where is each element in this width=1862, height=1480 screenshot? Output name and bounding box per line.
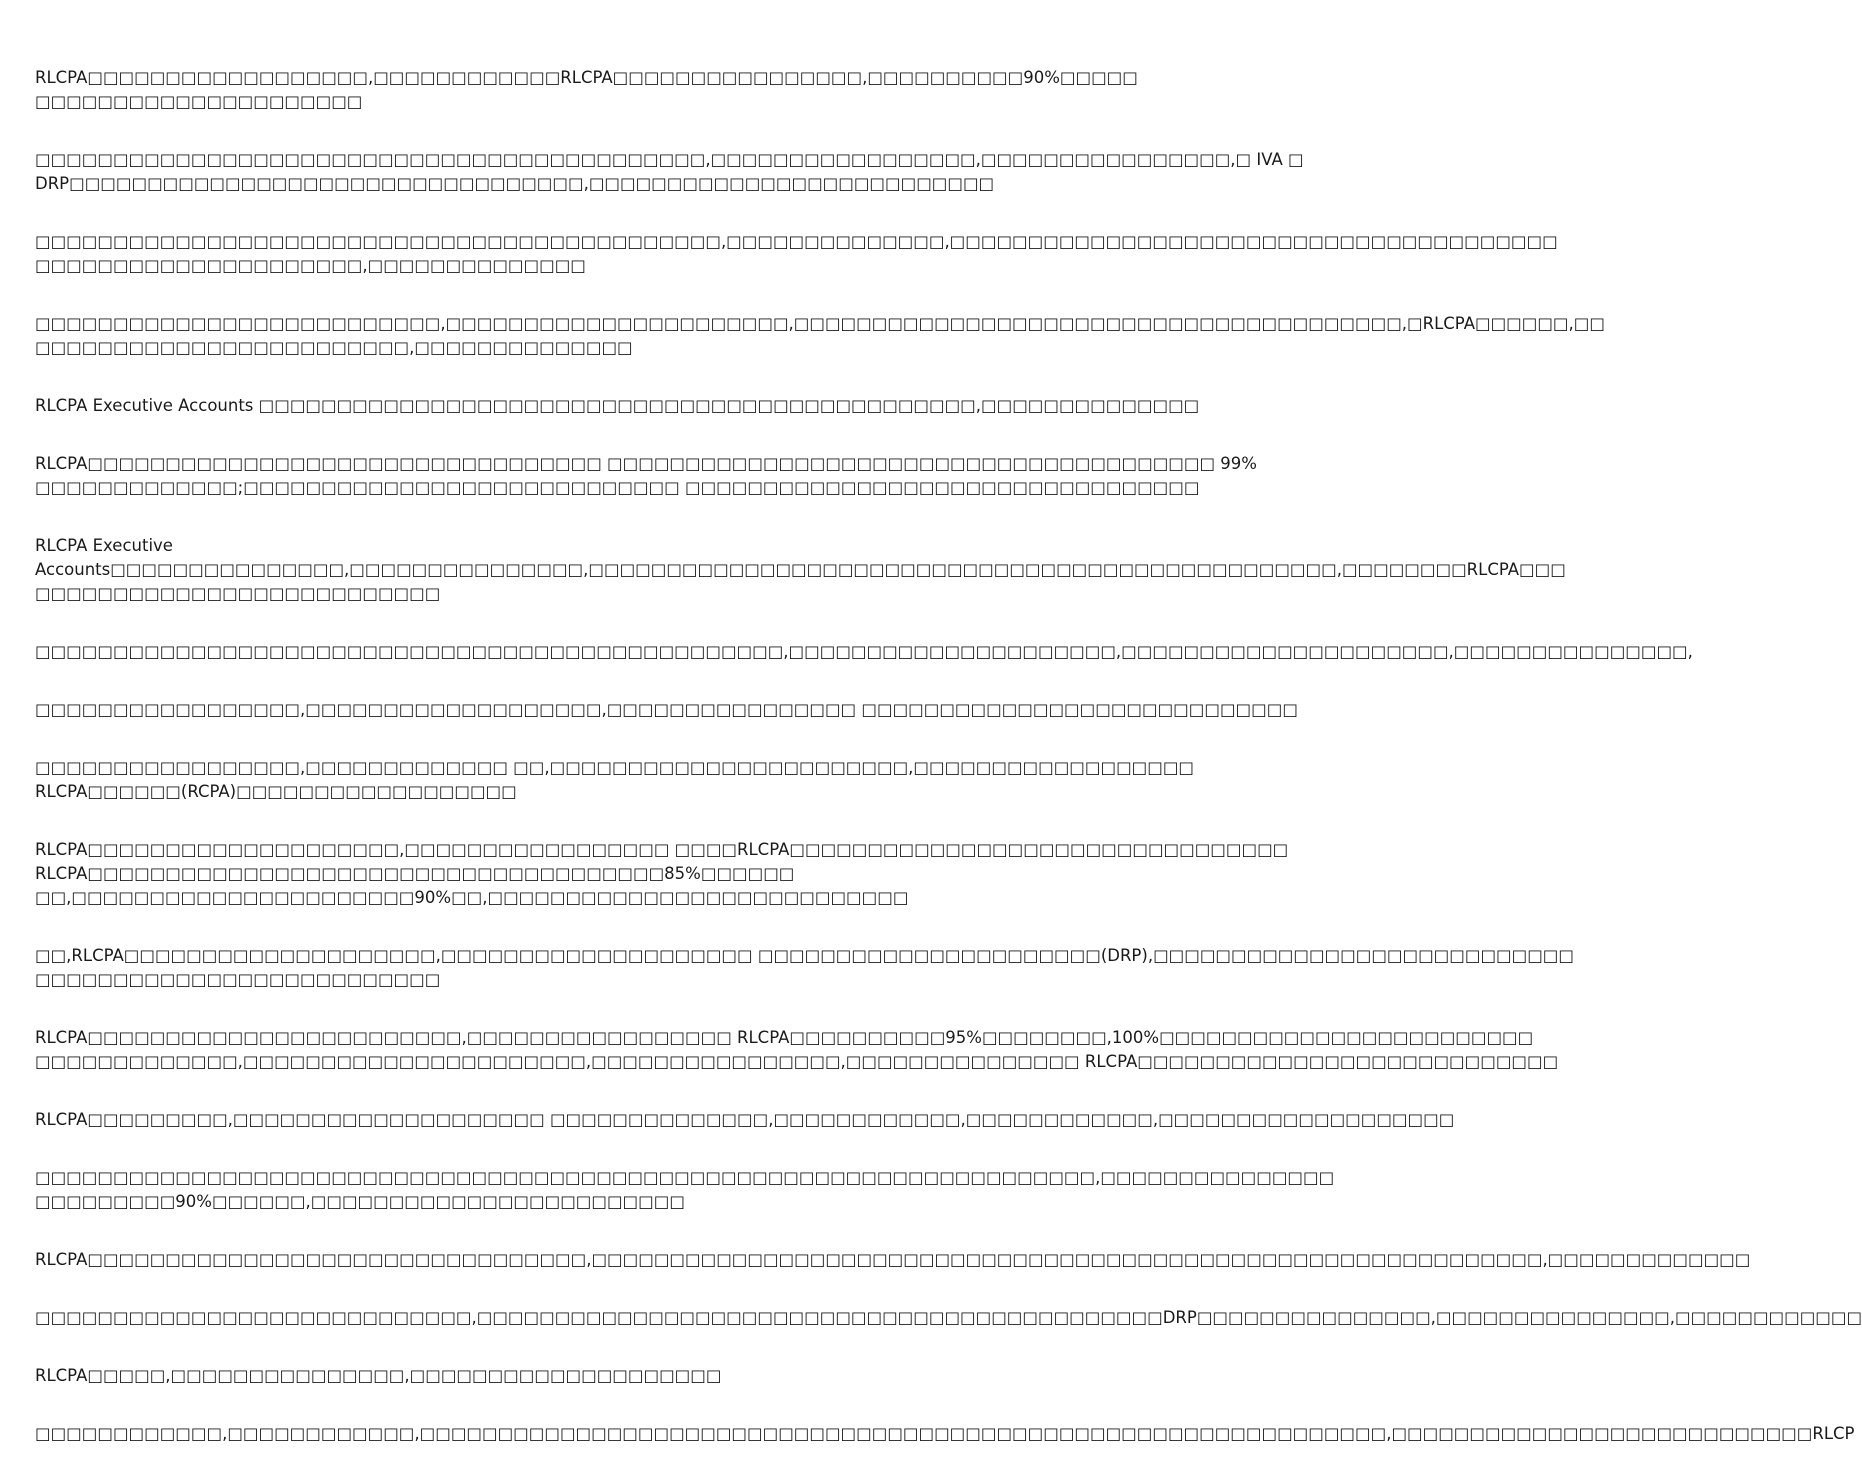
paragraph [35,312,1605,360]
paragraph-line: □□□□□□□□□□□□□,□□□□□□□□□□□□□□□□□□□□□□,□□□□□□□□□□□□□□□□,□□□□□□□□□□□□□□□ RLCPA□□□□□□□□□□□□□□□□□□□□□□□□□□□ [35,1052,1559,1071]
paragraph [35,1422,1855,1446]
paragraph-line: RLCPA Executive Accounts □□□□□□□□□□□□□□□□□□□□□□□□□□□□□□□□□□□□□□□□□□□□□□,□□□□□□□□□□□□□□ [35,396,1200,415]
paragraph-line: RLCPA□□□□□□□□□□□□□□□□□□□□□□□□□□□□□□□□□ □□□□□□□□□□□□□□□□□□□□□□□□□□□□□□□□□□□□□□□ 99% [35,454,1257,473]
paragraph [35,944,1574,992]
paragraph-line: DRP□□□□□□□□□□□□□□□□□□□□□□□□□□□□□□□□□,□□□□□□□□□□□□□□□□□□□□□□□□□□ [35,174,995,193]
paragraph-line: □□□□□□□□□□□□□□□□□□□□□,□□□□□□□□□□□□□□ [35,256,586,275]
paragraph-line: RLCPA□□□□□□□□□□□□□□□□□□□□□□□□,□□□□□□□□□□□□□□□□□ RLCPA□□□□□□□□□□95%□□□□□□□□,100%□□□□□□□□□□□□□□□□□□□□□□□□ [35,1028,1534,1047]
paragraph [35,1026,1559,1074]
paragraph-line: □□□□□□□□□□□□□□□□□□□□□□□□□□□□□□□□□□□□□□□□□□□□□□□□□□□□□□□□□□□□□□□□□□□□,□□□□□□□□□□□□□□□ [35,1168,1335,1187]
paragraph [35,394,1200,418]
paragraph-line: RLCPA Executive [35,536,173,555]
paragraph-line: RLCPA□□□□□□□□□□□□□□□□□□□□□□□□□□□□□□□□□□□□□85%□□□□□□ [35,864,795,883]
paragraph [35,1248,1751,1272]
paragraph [35,756,1195,804]
paragraph [35,1364,990,1388]
paragraph [35,1166,1335,1214]
paragraph-line: □□□□□□□□□□□□□□□□□□□□□□□□,□□□□□□□□□□□□□□ [35,338,633,357]
paragraph [35,1306,1862,1330]
paragraph [35,66,1138,114]
paragraph [35,640,1693,664]
paragraph-line: □□□□□□□□□□□□□□□□□□□□□□□□□□□□□□□□□□□□□□□□□□□,□□□□□□□□□□□□□□□□□,□□□□□□□□□□□□□□□□,□ IVA □ [35,150,1304,169]
document-body [35,66,1862,1480]
paragraph [35,1108,1455,1132]
paragraph-line: Accounts□□□□□□□□□□□□□□□,□□□□□□□□□□□□□□□,□□□□□□□□□□□□□□□□□□□□□□□□□□□□□□□□□□□□□□□□□□□□□□□□,□□□□□□□□RLCPA□□□ [35,560,1566,579]
paragraph [35,452,1257,500]
paragraph-line: □□□□□□□□□□□□□□□□□□□□□□□□□□,□□□□□□□□□□□□□□□□□□□□□□,□□□□□□□□□□□□□□□□□□□□□□□□□□□□□□□□□□□□□□□,□RLCPA□□□□□□,□□ [35,314,1605,333]
paragraph [35,230,1558,278]
paragraph-line: □□□□□□□□□□□□□□□□□□□□□□□□□□ [35,970,441,989]
paragraph-line: □□□□□□□□□□□□□□□□□□□□□□□□□□ [35,584,441,603]
paragraph-line: □□□□□□□□□□□□□□□□□□□□□□□□□□□□□□□□□□□□□□□□□□□□,□□□□□□□□□□□□□□,□□□□□□□□□□□□□□□□□□□□□□□□□□□□□□□□□□□□□□□ [35,232,1558,251]
paragraph-line: RLCPA□□□□□□□□□,□□□□□□□□□□□□□□□□□□□□ □□□□□□□□□□□□□□,□□□□□□□□□□□□,□□□□□□□□□□□□,□□□□□□□□□□□□□□□□□□□ [35,1110,1455,1129]
paragraph-line: □□□□□□□□□90%□□□□□□,□□□□□□□□□□□□□□□□□□□□□□□□ [35,1192,685,1211]
paragraph-line: RLCPA□□□□□,□□□□□□□□□□□□□□□,□□□□□□□□□□□□□□□□□□□□ [35,1366,722,1385]
paragraph-line: □□□□□□□□□□□□□□□□□□□□□□□□□□□□□□□□□□□□□□□□□□□□□□□□,□□□□□□□□□□□□□□□□□□□□□,□□□□□□□□□□□□□□□□□□□□□,□□□□□□□□□□□□□□□, [35,642,1693,661]
paragraph [35,838,1289,910]
paragraph-line: □□□□□□□□□□□□,□□□□□□□□□□□□,□□□□□□□□□□□□□□□□□□□□□□□□□□□□□□□□□□□□□□□□□□□□□□□□□□□□□□□□□□□□□□,□□□□□□□□□□□□□□□□□□□□□□□□□□□RLCP [35,1424,1855,1443]
paragraph-line: □□□□□□□□□□□□□□□□□,□□□□□□□□□□□□□ □□,□□□□□□□□□□□□□□□□□□□□□□□,□□□□□□□□□□□□□□□□□□ [35,758,1195,777]
paragraph [35,148,1304,196]
paragraph-line: RLCPA□□□□□□□□□□□□□□□□□□,□□□□□□□□□□□□RLCPA□□□□□□□□□□□□□□□□,□□□□□□□□□□90%□□□□□ [35,68,1138,87]
paragraph-line: □□□□□□□□□□□□□;□□□□□□□□□□□□□□□□□□□□□□□□□□□□ □□□□□□□□□□□□□□□□□□□□□□□□□□□□□□□□□ [35,478,1200,497]
paragraph-line: RLCPA□□□□□□(RCPA)□□□□□□□□□□□□□□□□□□ [35,782,517,801]
paragraph [35,534,1566,606]
paragraph-line: □□,RLCPA□□□□□□□□□□□□□□□□□□□□,□□□□□□□□□□□□□□□□□□□□ □□□□□□□□□□□□□□□□□□□□□□(DRP),□□□□□□□□□□□□□□□□□□□□□□□□□□□ [35,946,1574,965]
paragraph-line: RLCPA□□□□□□□□□□□□□□□□□□□□,□□□□□□□□□□□□□□□□□ □□□□RLCPA□□□□□□□□□□□□□□□□□□□□□□□□□□□□□□□□ [35,840,1289,859]
paragraph-line: □□□□□□□□□□□□□□□□□□□□□□□□□□□□,□□□□□□□□□□□□□□□□□□□□□□□□□□□□□□□□□□□□□□□□□□□□DRP□□□□□□□□□□□□□□□,□□□□□□□□□□□□□□□,□□□□□□□□□□□□ [35,1308,1862,1327]
paragraph-line: □□,□□□□□□□□□□□□□□□□□□□□□□90%□□,□□□□□□□□□□□□□□□□□□□□□□□□□□□ [35,888,909,907]
paragraph-line: RLCPA□□□□□□□□□□□□□□□□□□□□□□□□□□□□□□□□,□□□□□□□□□□□□□□□□□□□□□□□□□□□□□□□□□□□□□□□□□□□□□□□□□□□□□□□□□□□□□,□□□□□□□□□□□□□ [35,1250,1751,1269]
paragraph-line: □□□□□□□□□□□□□□□□□,□□□□□□□□□□□□□□□□□□□,□□□□□□□□□□□□□□□□ □□□□□□□□□□□□□□□□□□□□□□□□□□□□ [35,700,1298,719]
paragraph-line: □□□□□□□□□□□□□□□□□□□□□ [35,92,363,111]
paragraph [35,698,1298,722]
